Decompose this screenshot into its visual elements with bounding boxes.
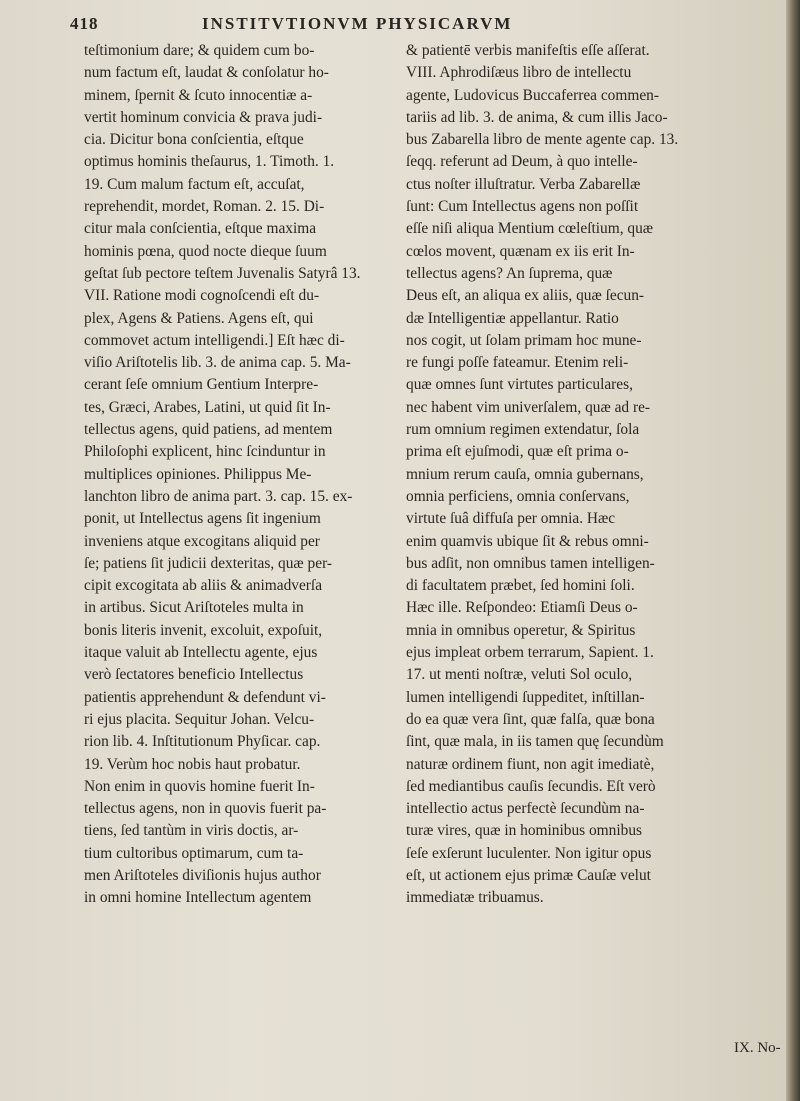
right-text-column xyxy=(406,40,786,910)
text-line: in artibus. Sicut Ariſtoteles multa in xyxy=(84,599,304,617)
text-line: nec habent vim univerſalem, quæ ad re- xyxy=(406,398,651,416)
text-line: reprehendit, mordet, Roman. 2. 15. Di- xyxy=(84,198,325,216)
text-line: ſint, quæ mala, in iis tamen quę ſecundùm xyxy=(406,733,664,751)
text-line: mnium rerum cauſa, omnia gubernans, xyxy=(406,465,644,483)
text-line: re fungi poſſe fateamur. Etenim reli- xyxy=(406,354,629,372)
running-title: INSTITVTIONVM PHYSICARVM xyxy=(202,14,513,33)
text-line: hominis pœna, quod nocte dieque ſuum xyxy=(84,242,327,260)
text-line: naturæ ordinem fiunt, non agit imediatè, xyxy=(406,755,655,773)
text-line: bus Zabarella libro de mente agente cap. 13. xyxy=(406,131,679,149)
text-line: tellectus agens? An ſuprema, quæ xyxy=(406,264,613,282)
text-line: lanchton libro de anima part. 3. cap. 15. ex- xyxy=(84,487,353,505)
text-line: bonis literis invenit, excoluit, expoſuit, xyxy=(84,621,323,639)
text-line: ſunt: Cum Intellectus agens non poſſit xyxy=(406,198,639,216)
text-line: nos cogit, ut ſolam primam hoc mune- xyxy=(406,331,642,349)
text-line: VII. Ratione modi cognoſcendi eſt du- xyxy=(84,287,320,305)
text-line: men Ariſtoteles diviſionis hujus author xyxy=(84,866,321,884)
catchword: IX. No- xyxy=(734,1040,781,1056)
left-text-column xyxy=(84,40,396,910)
text-line: num factum eſt, laudat & conſolatur ho- xyxy=(84,64,329,82)
text-line: tellectus agens, non in quovis fuerit pa- xyxy=(84,800,327,818)
text-line: bus adſit, non omnibus tamen intelligen- xyxy=(406,554,655,572)
text-line: ſed mediantibus cauſis ſecundis. Eſt verò xyxy=(406,777,656,795)
text-line: di facultatem præbet, ſed homini ſoli. xyxy=(406,577,635,595)
text-line: ſeſe exſerunt luculenter. Non igitur opus xyxy=(406,844,652,862)
text-line: tes, Græci, Arabes, Latini, ut quid ſit In- xyxy=(84,398,331,416)
text-line: cia. Dicitur bona conſcientia, eſtque xyxy=(84,131,304,149)
text-line: tiens, ſed tantùm in viris doctis, ar- xyxy=(84,822,299,840)
text-line: do ea quæ vera ſint, quæ falſa, quæ bona xyxy=(406,710,655,728)
text-line: ſe; patiens ſit judicii dexteritas, quæ per- xyxy=(84,554,333,572)
text-line: multiplices opiniones. Philippus Me- xyxy=(84,465,312,483)
text-line: verò ſectatores beneficio Intellectus xyxy=(84,666,304,684)
text-line: Philoſophi explicent, hinc ſcinduntur in xyxy=(84,443,326,461)
page-header xyxy=(70,14,770,38)
text-line: cipit excogitata ab aliis & animadverſa xyxy=(84,577,323,595)
text-line: ponit, ut Intellectus agens ſit ingenium xyxy=(84,510,321,528)
text-line: 19. Cum malum factum eſt, accuſat, xyxy=(84,175,305,193)
text-line: patientis apprehendunt & defendunt vi- xyxy=(84,688,326,706)
text-line: rum omnium regimen extendatur, ſola xyxy=(406,421,640,439)
text-line: prima eſt ejuſmodi, quæ eſt prima o- xyxy=(406,443,629,461)
text-line: VIII. Aphrodiſæus libro de intellectu xyxy=(406,64,632,82)
text-line: tellectus agens, quid patiens, ad mentem xyxy=(84,421,333,439)
text-line: virtute ſuâ diffuſa per omnia. Hæc xyxy=(406,510,616,528)
text-line: eſt, ut actionem ejus primæ Cauſæ velut xyxy=(406,866,651,884)
text-line: ejus impleat orbem terrarum, Sapient. 1. xyxy=(406,644,654,662)
text-line: viſio Ariſtotelis lib. 3. de anima cap. 5. Ma- xyxy=(84,354,351,372)
text-line: in omni homine Intellectum agentem xyxy=(84,889,312,907)
text-line: rion lib. 4. Inſtitutionum Phyſicar. cap. xyxy=(84,733,321,751)
text-line: dæ Intelligentiæ appellantur. Ratio xyxy=(406,309,619,327)
text-line: inveniens atque excogitans aliquid per xyxy=(84,532,320,550)
text-line: vertit hominum convicia & prava judi- xyxy=(84,108,323,126)
text-line: ctus noſter illuſtratur. Verba Zabarellæ xyxy=(406,175,641,193)
text-line: tium cultoribus optimarum, cum ta- xyxy=(84,844,304,862)
text-line: enim quamvis ubique ſit & rebus omni- xyxy=(406,532,649,550)
text-line: intellectio actus perfectè ſecundùm na- xyxy=(406,800,645,818)
text-line: citur mala conſcientia, eſtque maxima xyxy=(84,220,317,238)
text-line: 19. Verùm hoc nobis haut probatur. xyxy=(84,755,301,773)
text-line: Non enim in quovis homine fuerit In- xyxy=(84,777,315,795)
text-line: itaque valuit ab Intellectu agente, ejus xyxy=(84,644,318,662)
text-line: minem, ſpernit & ſcuto innocentiæ a- xyxy=(84,86,313,104)
text-line: tariis ad lib. 3. de anima, & cum illis Jaco- xyxy=(406,108,668,126)
text-line: cœlos movent, quænam ex iis erit In- xyxy=(406,242,635,260)
text-line: omnia perficiens, omnia conſervans, xyxy=(406,487,630,505)
text-line: ſeqq. referunt ad Deum, à quo intelle- xyxy=(406,153,638,171)
text-line: plex, Agens & Patiens. Agens eſt, qui xyxy=(84,309,314,327)
page-number: 418 xyxy=(70,14,99,33)
text-line: 17. ut menti noſtræ, veluti Sol oculo, xyxy=(406,666,633,684)
text-line: quæ omnes ſunt virtutes particulares, xyxy=(406,376,633,394)
text-line: geſtat ſub pectore teſtem Juvenalis Satyrâ 13. xyxy=(84,264,361,282)
text-line: optimus hominis theſaurus, 1. Timoth. 1. xyxy=(84,153,335,171)
text-line: Deus eſt, an aliqua ex aliis, quæ ſecun- xyxy=(406,287,645,305)
text-line: lumen intelligendi ſuppeditet, inſtillan- xyxy=(406,688,645,706)
text-line: & patientē verbis manifeſtis eſſe aſſerat. xyxy=(406,42,650,59)
text-line: ri ejus placita. Sequitur Johan. Velcu- xyxy=(84,710,315,728)
text-line: agente, Ludovicus Buccaferrea commen- xyxy=(406,86,659,104)
text-line: commovet actum intelligendi.] Eſt hæc di- xyxy=(84,331,345,349)
text-line: eſſe niſi aliqua Mentium cœleſtium, quæ xyxy=(406,220,654,238)
text-line: immediatæ tribuamus. xyxy=(406,889,544,907)
text-line: cerant ſeſe omnium Gentium Interpre- xyxy=(84,376,319,394)
text-line: turæ vires, quæ in hominibus omnibus xyxy=(406,822,642,840)
text-line: Hæc ille. Reſpondeo: Etiamſi Deus o- xyxy=(406,599,638,617)
text-line: teſtimonium dare; & quidem cum bo- xyxy=(84,42,315,59)
text-line: mnia in omnibus operetur, & Spiritus xyxy=(406,621,636,639)
page-edge-shadow xyxy=(786,0,800,1101)
